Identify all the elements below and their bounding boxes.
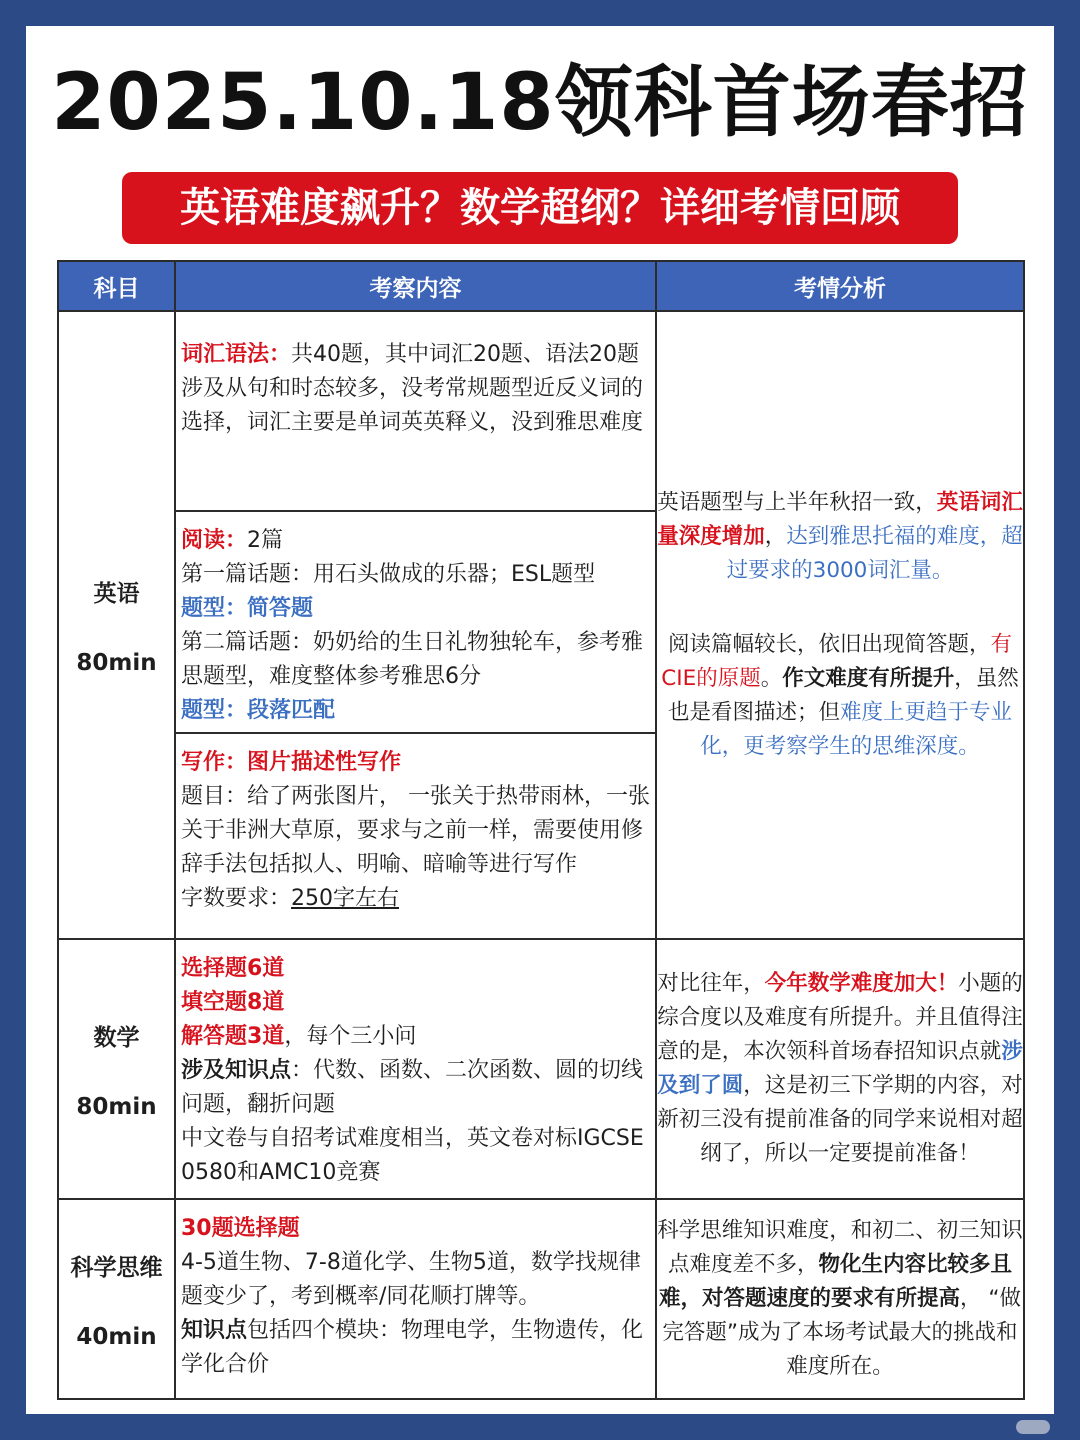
- analysis-highlight: 今年数学难度加大！: [764, 971, 959, 996]
- subject-cell-english: [58, 311, 175, 939]
- column-header-content: 考察内容: [175, 261, 656, 311]
- subject-cell-science: [58, 1199, 175, 1399]
- analysis-text: 。: [760, 666, 783, 691]
- vocab-grammar-block: [176, 312, 655, 512]
- analysis-text: ，: [764, 524, 787, 549]
- subject-time: 80min: [76, 1093, 157, 1120]
- analysis-text: ，虽然也是看图描述；但: [667, 666, 1019, 725]
- reading-passage-1: 第一篇话题：用石头做成的乐器；ESL题型: [181, 562, 596, 587]
- reading-label: 阅读：: [181, 528, 248, 553]
- math-line-2: 填空题8道: [181, 990, 285, 1015]
- table-row-science: [58, 1199, 1024, 1399]
- analysis-cell-english: [656, 311, 1024, 939]
- table-row-math: [58, 939, 1024, 1199]
- table-header-row: [58, 261, 1024, 311]
- analysis-bold: 作文难度有所提升: [782, 666, 955, 691]
- reading-block: [176, 512, 655, 734]
- vocab-label: 词汇语法：: [181, 342, 292, 367]
- column-header-subject: 科目: [58, 261, 175, 311]
- subject-name: 英语: [93, 580, 140, 607]
- reading-type-2: 题型：段落匹配: [181, 698, 336, 723]
- vocab-text: 共40题，其中词汇20题、语法20题涉及从句和时态较多，没考常规题型近反义词的选择，词汇主要是单词英英释义，没到雅思难度: [181, 342, 644, 435]
- math-knowledge-label: 涉及知识点: [181, 1058, 292, 1083]
- analysis-text: 英语题型与上半年秋招一致，: [657, 490, 937, 515]
- analysis-highlight: 英语词汇量深度增加: [657, 490, 1023, 549]
- math-line-3-label: 解答题3道: [181, 1024, 285, 1049]
- subtitle-banner: 英语难度飙升？数学超纲？详细考情回顾: [122, 172, 958, 244]
- word-requirement-value: 250字左右: [291, 886, 400, 911]
- analysis-text: 对比往年，: [657, 971, 765, 996]
- math-compare-text: 中文卷与自招考试难度相当，英文卷对标IGCSE 0580和AMC10竞赛: [181, 1126, 644, 1185]
- page-title: 2025.10.18领科首场春招: [51, 58, 1029, 148]
- analysis-text: 阅读篇幅较长，依旧出现简答题，: [667, 632, 991, 657]
- science-analysis-paragraph: [657, 1214, 1023, 1384]
- analysis-bold: 物化生内容比较多且难，对答题速度的要求有所提高: [659, 1252, 1013, 1311]
- content-cell-english: [175, 311, 656, 939]
- analysis-cell-math: [656, 939, 1024, 1199]
- science-line-1: 30题选择题: [181, 1216, 300, 1241]
- analysis-cell-science: [656, 1199, 1024, 1399]
- english-analysis-paragraph-1: [657, 486, 1023, 588]
- writing-text: 题目：给了两张图片， 一张关于热带雨林，一张关于非洲大草原，要求与之前一样，需要使用修辞手法包括拟人、明喻、暗喻等进行写作: [181, 784, 650, 877]
- analysis-highlight: 有CIE的原题: [661, 632, 1013, 691]
- analysis-text: ， “做完答题”成为了本场考试最大的挑战和难度所在。: [662, 1286, 1021, 1379]
- science-knowledge-label: 知识点: [181, 1318, 248, 1343]
- content-cell-science: [175, 1199, 656, 1399]
- english-analysis-paragraph-2: [657, 628, 1023, 764]
- science-content-block: [176, 1200, 655, 1390]
- analysis-highlight-blue: 达到雅思托福的难度，超过要求的3000词汇量。: [726, 524, 1023, 583]
- math-analysis-paragraph: [657, 967, 1023, 1171]
- analysis-text: ，这是初三下学期的内容，对新初三没有提前准备的同学来说相对超纲了，所以一定要提前准备！: [657, 1073, 1023, 1166]
- column-header-analysis: 考情分析: [656, 261, 1024, 311]
- reading-count: 2篇: [247, 528, 284, 553]
- subject-name: 科学思维: [70, 1254, 163, 1281]
- math-content-block: [176, 940, 655, 1198]
- table-row-english: [58, 311, 1024, 939]
- writing-label: 写作：图片描述性写作: [181, 750, 402, 775]
- math-knowledge-text: ：代数、函数、二次函数、圆的切线问题，翻折问题: [181, 1058, 644, 1117]
- reading-type-1: 题型：简答题: [181, 596, 314, 621]
- science-knowledge-text: 包括四个模块：物理电学，生物遗传，化学化合价: [181, 1318, 644, 1377]
- science-line-2: 4-5道生物、7-8道化学、生物5道，数学找规律题变少了，考到概率/同花顺打牌等。: [181, 1250, 641, 1309]
- math-line-1: 选择题6道: [181, 956, 285, 981]
- exam-table: [57, 260, 1025, 1400]
- subject-time: 40min: [76, 1323, 157, 1350]
- math-line-3-text: ，每个三小问: [284, 1024, 417, 1049]
- analysis-text: 小题的综合度以及难度有所提升。并且值得注意的是，本次领科首场春招知识点就: [657, 971, 1023, 1064]
- reading-passage-2: 第二篇话题：奶奶给的生日礼物独轮车，参考雅思题型，难度整体参考雅思6分: [181, 630, 644, 689]
- content-cell-math: [175, 939, 656, 1199]
- watermark-icon: [1016, 1420, 1050, 1434]
- subject-name: 数学: [93, 1024, 140, 1051]
- analysis-highlight-blue: 难度上更趋于专业化，更考察学生的思维深度。: [700, 700, 1013, 759]
- subject-cell-math: [58, 939, 175, 1199]
- analysis-highlight-blue: 涉及到了圆: [657, 1039, 1023, 1098]
- word-requirement-label: 字数要求：: [181, 886, 292, 911]
- analysis-text: 科学思维知识难度，和初二、初三知识点难度差不多，: [657, 1218, 1023, 1277]
- subject-time: 80min: [76, 649, 157, 676]
- writing-block: [176, 734, 655, 924]
